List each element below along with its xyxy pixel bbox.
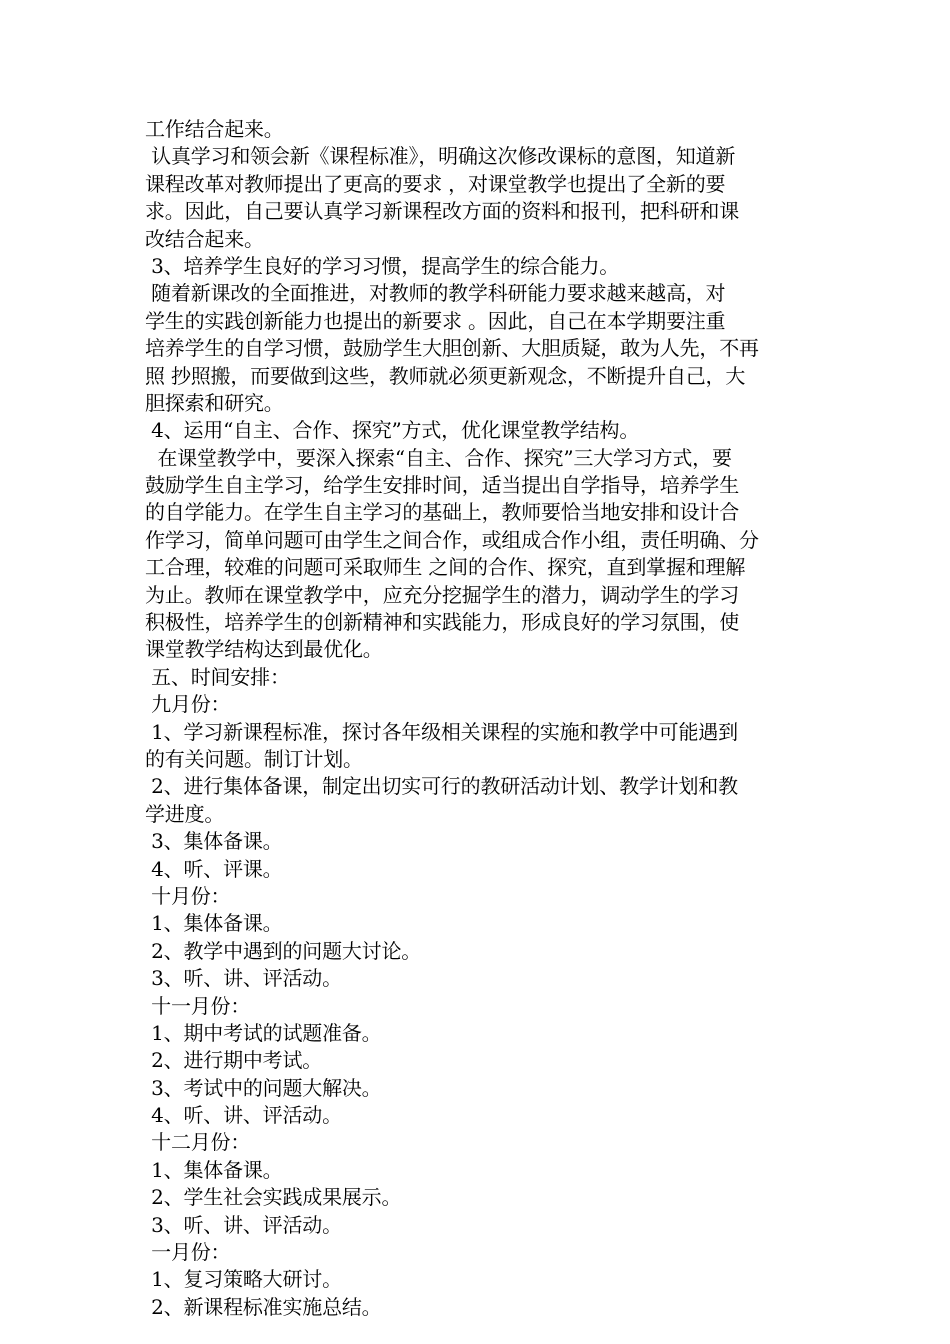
month-heading: 十一月份： [145, 993, 251, 1018]
text-line: 积极性，培养学生的创新精神和实践能力，形成良好的学习氛围，使 [145, 610, 739, 635]
text-line: 为止。教师在课堂教学中，应充分挖掘学生的潜力，调动学生的学习 [145, 582, 739, 607]
list-item: 2、教学中遇到的问题大讨论。 [145, 938, 422, 963]
text-line: 的有关问题。制订计划。 [145, 746, 363, 771]
list-item: 2、新课程标准实施总结。 [145, 1294, 382, 1319]
text-line: 的自学能力。在学生自主学习的基础上，教师要恰当地安排和设计合 [145, 500, 739, 525]
text-line: 改结合起来。 [145, 226, 264, 251]
list-item: 3、考试中的问题大解决。 [145, 1075, 382, 1100]
text-line: 认真学习和领会新《课程标准》，明确这次修改课标的意图，知道新 [145, 144, 736, 169]
text-line: 作学习，简单问题可由学生之间合作，或组成合作小组，责任明确、分 [145, 527, 759, 552]
month-heading: 九月份： [145, 692, 231, 717]
month-heading: 十月份： [145, 883, 231, 908]
section-heading: 3、培养学生良好的学习习惯，提高学生的综合能力。 [145, 253, 620, 278]
list-item: 1、集体备课。 [145, 911, 283, 936]
text-line: 学进度。 [145, 801, 225, 826]
text-line: 培养学生的自学习惯，鼓励学生大胆创新、大胆质疑，敢为人先，不再 [145, 336, 759, 361]
section-heading: 4、运用“自主、合作、探究”方式，优化课堂教学结构。 [145, 418, 640, 443]
text-line: 课程改革对教师提出了更高的要求 ，对课堂教学也提出了全新的要 [145, 171, 726, 196]
text-line: 工作结合起来。 [145, 117, 284, 141]
list-item: 4、听、评课。 [145, 856, 283, 881]
text-line: 工合理，较难的问题可采取师生 之间的合作、探究，直到掌握和理解 [145, 555, 746, 580]
text-line: 求。因此，自己要认真学习新课程改方面的资料和报刊，把科研和课 [145, 199, 739, 224]
list-item: 3、集体备课。 [145, 829, 283, 854]
list-item: 3、听、讲、评活动。 [145, 1212, 342, 1237]
list-item: 2、进行期中考试。 [145, 1048, 323, 1073]
text-line: 学生的实践创新能力也提出的新要求 。因此，自己在本学期要注重 [145, 308, 726, 333]
text-line: 胆探索和研究。 [145, 390, 284, 415]
text-line: 鼓励学生自主学习，给学生安排时间，适当提出自学指导，培养学生 [145, 473, 739, 498]
month-heading: 一月份： [145, 1240, 231, 1265]
text-line: 随着新课改的全面推进，对教师的教学科研能力要求越来越高，对 [145, 281, 726, 306]
list-item: 1、复习策略大研讨。 [145, 1267, 342, 1292]
list-item: 1、集体备课。 [145, 1157, 283, 1182]
list-item: 2、进行集体备课，制定出切实可行的教研活动计划、教学计划和教 [145, 774, 738, 799]
text-line: 在课堂教学中，要深入探索“自主、合作、探究”三大学习方式，要 [145, 445, 732, 470]
document-body [145, 116, 810, 1321]
text-line: 课堂教学结构达到最优化。 [145, 637, 383, 662]
list-item: 1、学习新课程标准，探讨各年级相关课程的实施和教学中可能遇到 [145, 719, 738, 744]
text-line: 照 抄照搬，而要做到这些，教师就必须更新观念，不断提升自己，大 [145, 363, 746, 388]
list-item: 4、听、讲、评活动。 [145, 1103, 342, 1128]
list-item: 2、学生社会实践成果展示。 [145, 1185, 402, 1210]
month-heading: 十二月份： [145, 1130, 251, 1155]
list-item: 3、听、讲、评活动。 [145, 966, 342, 991]
section-heading: 五、时间安排： [145, 664, 290, 689]
list-item: 1、期中考试的试题准备。 [145, 1020, 382, 1045]
